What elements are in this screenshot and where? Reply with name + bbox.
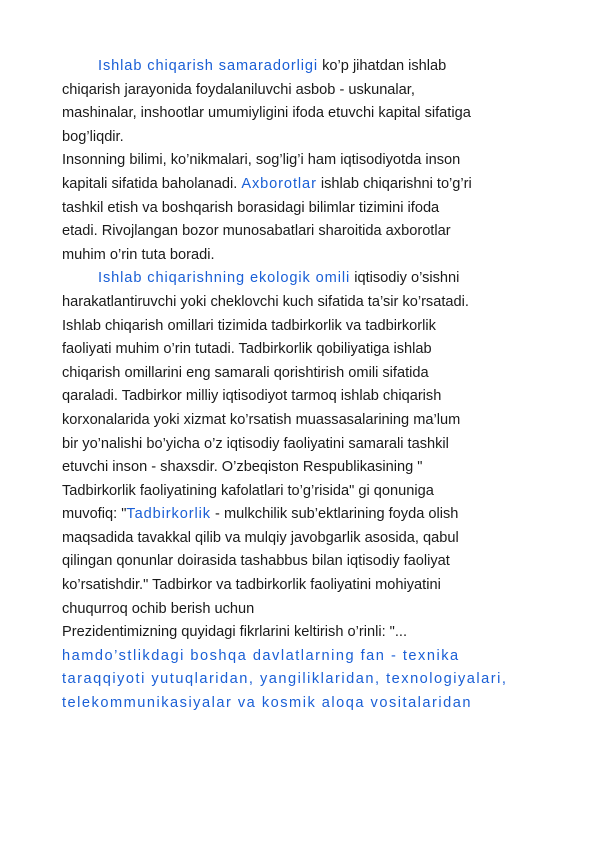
body-text: ko’rsatishdir." Tadbirkor va tadbirkorlik faoliyatini mohiyatini (62, 577, 441, 594)
paragraph-line (62, 197, 592, 221)
body-text: iqtisodiy o’sishni (350, 270, 460, 287)
body-text: qaraladi. Tadbirkor milliy iqtisodiyot tarmoq ishlab chiqarish (62, 388, 442, 405)
paragraph-line (62, 173, 592, 197)
body-text: - mulkchilik sub’ektlarining foyda olish (211, 506, 459, 523)
highlighted-quote: taraqqiyoti yutuqlaridan, yangiliklaridan, texnologiyalari, (62, 671, 508, 688)
body-text: bog’liqdir. (62, 128, 124, 145)
paragraph-line (62, 433, 592, 457)
paragraph-line (62, 102, 592, 126)
paragraph-line (62, 692, 592, 716)
body-text: etadi. Rivojlangan bozor munosabatlari sharoitida axborotlar (62, 223, 451, 240)
paragraph-line (62, 503, 592, 527)
body-text: Tadbirkorlik faoliyatining kafolatlari to’g’risida" gi qonuniga (62, 482, 434, 499)
paragraph-line (62, 55, 592, 79)
paragraph-line (62, 149, 592, 173)
paragraph-line (62, 645, 592, 669)
paragraph-line (62, 527, 592, 551)
highlighted-term: Axborotlar (241, 175, 317, 192)
body-text: Prezidentimizning quyidagi fikrlarini keltirish o’rinli: "... (62, 624, 408, 641)
paragraph-line (62, 409, 592, 433)
body-text: Insonning bilimi, ko’nikmalari, sog’lig’i ham iqtisodiyotda inson (62, 152, 461, 169)
paragraph-line (62, 220, 592, 244)
highlighted-term: Ishlab chiqarish samaradorligi (98, 58, 319, 74)
paragraph-line (62, 456, 592, 480)
paragraph-line (62, 621, 592, 645)
highlighted-term: Tadbirkorlik (126, 506, 211, 523)
body-text: qilingan qonunlar doirasida tashabbus bilan iqtisodiy faoliyat (62, 553, 450, 570)
highlighted-quote: telekommunikasiyalar va kosmik aloqa vositalaridan (62, 695, 472, 712)
body-text: chiqarish jarayonida foydalaniluvchi asbob - uskunalar, (62, 81, 415, 98)
paragraph-line (62, 126, 592, 150)
body-text: harakatlantiruvchi yoki cheklovchi kuch sifatida ta’sir ko’rsatadi. (62, 293, 469, 310)
body-text: chuqurroq ochib berish uchun (62, 600, 255, 617)
paragraph-line (62, 291, 592, 315)
body-text: korxonalarida yoki xizmat ko’rsatish muassasalarining ma’lum (62, 411, 461, 428)
body-text: Ishlab chiqarish omillari tizimida tadbirkorlik va tadbirkorlik (62, 317, 436, 334)
body-text: maqsadida tavakkal qilib va mulqiy javobgarlik asosida, qabul (62, 529, 459, 546)
paragraph-line (62, 668, 592, 692)
body-text: bir yo’nalishi bo’yicha o’z iqtisodiy faoliyatini samarali tashkil (62, 435, 449, 452)
paragraph-line (62, 267, 592, 291)
paragraph-line (62, 598, 592, 622)
body-text: muvofiq: " (62, 506, 127, 523)
body-text: tashkil etish va boshqarish borasidagi bilimlar tizimini ifoda (62, 199, 440, 216)
body-text: ishlab chiqarishni to’g’ri (316, 175, 472, 192)
paragraph-line (62, 385, 592, 409)
body-text: muhim o’rin tuta boradi. (62, 246, 215, 263)
paragraph-line (62, 550, 592, 574)
paragraph-line (62, 315, 592, 339)
body-text: chiqarish omillarini eng samarali qorishtirish omili sifatida (62, 364, 429, 381)
body-text: mashinalar, inshootlar umumiyligini ifoda etuvchi kapital sifatiga (62, 105, 471, 122)
highlighted-term: Ishlab chiqarishning ekologik omili (98, 270, 351, 287)
highlighted-quote: hamdo’stlikdagi boshqa davlatlarning fan - texnika (62, 647, 460, 664)
body-text: etuvchi inson - shaxsdir. O’zbeqiston Respublikasining " (62, 459, 423, 476)
paragraph-line (62, 362, 592, 386)
document-body (62, 55, 592, 716)
body-text: kapitali sifatida baholanadi. (62, 175, 242, 192)
body-text: faoliyati muhim o’rin tutadi. Tadbirkorlik qobiliyatiga ishlab (62, 341, 432, 358)
body-text: ko’p jihatdan ishlab (318, 58, 447, 74)
paragraph-line (62, 338, 592, 362)
paragraph-line (62, 480, 592, 504)
paragraph-line (62, 244, 592, 268)
paragraph-line (62, 574, 592, 598)
paragraph-line (62, 79, 592, 103)
